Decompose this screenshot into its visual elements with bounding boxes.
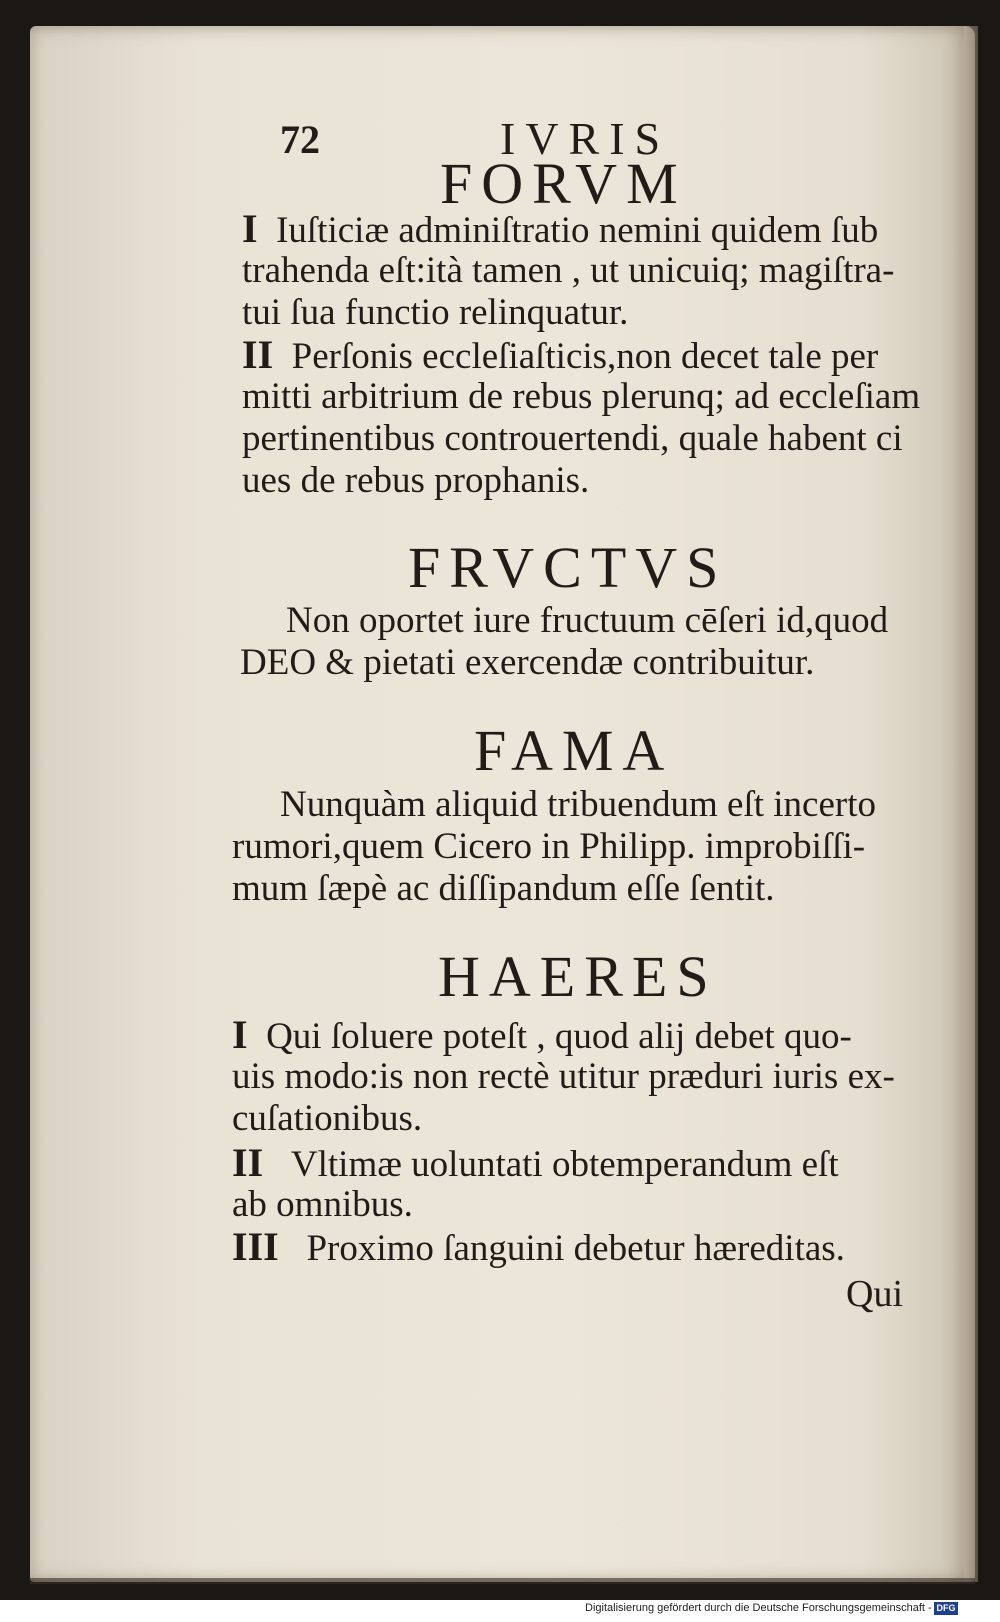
text-line bbox=[280, 784, 876, 826]
text-line bbox=[232, 1056, 895, 1098]
text-line bbox=[232, 1226, 845, 1270]
text-line bbox=[242, 460, 589, 502]
line-text: ab omnibus. bbox=[232, 1184, 413, 1225]
line-text: DEO & pietati exercendæ contribuitur. bbox=[240, 642, 815, 683]
page-bottom-edge bbox=[30, 1578, 975, 1584]
text-line bbox=[242, 418, 903, 460]
line-text: rumori,quem Cicero in Philipp. improbiſſi- bbox=[232, 826, 866, 867]
section-heading-haeres: HAERES bbox=[438, 944, 718, 1009]
line-text: Proximo ſanguini debetur hæreditas. bbox=[306, 1228, 845, 1269]
text-line bbox=[232, 826, 865, 868]
line-text: uis modo:is non rectè utitur præduri iuris ex- bbox=[232, 1056, 895, 1097]
line-text: Perſonis eccleſiaſticis,non decet tale per bbox=[291, 336, 879, 377]
text-line bbox=[242, 292, 628, 334]
line-text: Qui ſoluere poteſt , quod alij debet quo- bbox=[266, 1016, 852, 1057]
text-line bbox=[232, 1014, 852, 1058]
text-line bbox=[240, 642, 814, 684]
text-line bbox=[286, 600, 888, 642]
section-heading-fructus: FRVCTVS bbox=[408, 535, 728, 600]
line-text: Iuſticiæ adminiſtratio nemini quidem ſub bbox=[276, 210, 879, 251]
page-edge bbox=[964, 26, 978, 1582]
text-line bbox=[242, 376, 920, 418]
line-text: cuſationibus. bbox=[232, 1098, 423, 1139]
item-number: II bbox=[242, 332, 274, 377]
section-heading-forum: FORVM bbox=[440, 151, 687, 216]
section-heading-fama: FAMA bbox=[474, 718, 674, 783]
digitization-credit: Digitalisierung gefördert durch die Deutsche Forschungsgemeinschaft - bbox=[585, 1602, 932, 1614]
text-line bbox=[232, 868, 775, 910]
line-text: Non oportet iure fructuum cēſeri id,quod bbox=[286, 600, 889, 641]
line-text: pertinentibus controuertendi, quale habent ci bbox=[242, 418, 903, 459]
text-line bbox=[242, 250, 894, 292]
text-line bbox=[242, 334, 878, 378]
line-text: mitti arbitrium de rebus plerunq; ad eccleſiam bbox=[242, 376, 921, 417]
item-number: I bbox=[232, 1012, 248, 1057]
running-head: IVRIS bbox=[500, 113, 671, 164]
page-number: 72 bbox=[280, 117, 320, 162]
line-text: tui ſua functio relinquatur. bbox=[242, 292, 629, 333]
item-number: II bbox=[232, 1140, 264, 1185]
item-number: I bbox=[242, 206, 258, 251]
text-line bbox=[232, 1098, 422, 1140]
line-text: ues de rebus prophanis. bbox=[242, 460, 590, 501]
line-text: trahenda eſt:ità tamen , ut unicuiq; magiſtra- bbox=[242, 250, 895, 291]
item-number: III bbox=[232, 1224, 279, 1269]
catchword: Qui bbox=[846, 1273, 903, 1315]
text-line bbox=[242, 208, 878, 252]
text-line bbox=[232, 1184, 413, 1226]
line-text: Nunquàm aliquid tribuendum eſt incerto bbox=[280, 784, 876, 825]
dfg-logo: DFG bbox=[934, 1602, 958, 1615]
text-line bbox=[232, 1142, 839, 1186]
line-text: mum ſæpè ac diſſipandum eſſe ſentit. bbox=[232, 868, 775, 909]
line-text: Vltimæ uoluntati obtemperandum eſt bbox=[290, 1144, 839, 1185]
